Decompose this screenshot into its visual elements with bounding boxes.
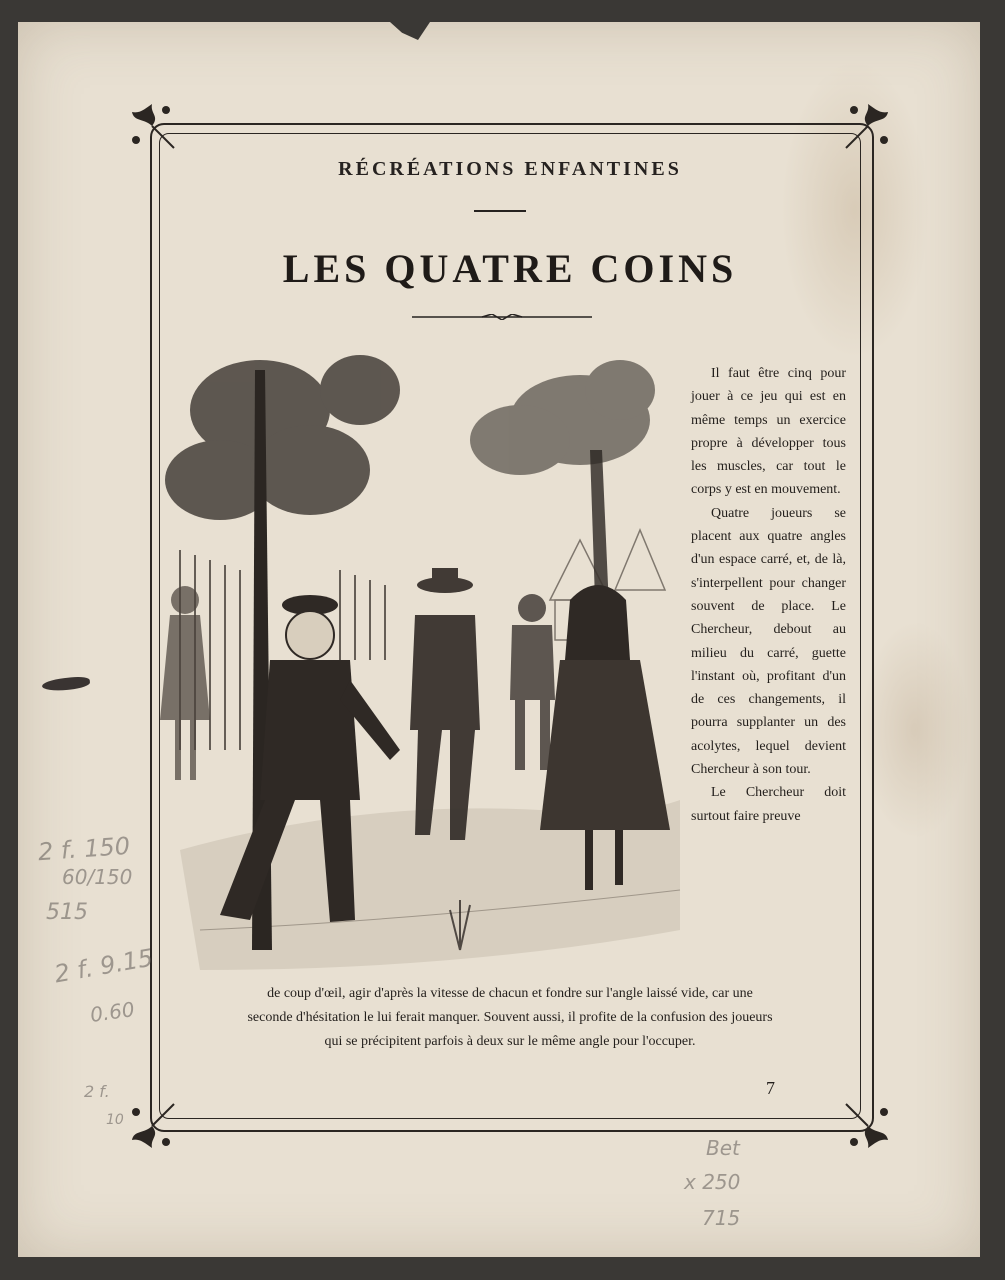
pencil-note: 0.60 xyxy=(88,997,136,1027)
pencil-note: 2 f. 9.15 xyxy=(52,943,156,989)
text-line: de coup d'œil, agir d'après la vitesse de chacun et fondre sur l'angle laissé vide, car une xyxy=(267,986,753,1001)
pencil-note: x 250 xyxy=(684,1170,741,1194)
pencil-note: 715 xyxy=(702,1206,741,1230)
paper-stain xyxy=(860,620,970,840)
corner-ornament-icon xyxy=(126,1100,178,1152)
paragraph-3-start: Le Chercheur doit surtout faire preuve xyxy=(691,785,846,824)
ornamental-rule-icon xyxy=(412,314,592,320)
pencil-note: Bet xyxy=(706,1136,740,1160)
pencil-note: 60/150 xyxy=(62,865,133,889)
paragraph-2: Quatre joueurs se placent aux quatre angles d'un espace carré, et, de là, s'interpellent pour changer souvent de place. Le Chercheur, debout au milieu du carré, guette l'instant où, profitant d'un de ces changements, il pourra supplanter un des acolytes, lequel devient Chercheur à son tour. xyxy=(691,505,846,778)
series-title: RÉCRÉATIONS ENFANTINES xyxy=(338,158,682,180)
corner-ornament-icon xyxy=(842,100,894,152)
page-number: 7 xyxy=(766,1078,775,1098)
corner-ornament-icon xyxy=(126,100,178,152)
paragraph-1: Il faut être cinq pour jouer à ce jeu qui est en même temps un exercice propre à développer tous les muscles, car tout le corps y est en mouvement. xyxy=(691,366,846,498)
article-column xyxy=(691,362,846,828)
text-line: qui se précipitent parfois à deux sur le même angle pour l'occuper. xyxy=(324,1034,696,1049)
pencil-note: 10 xyxy=(106,1112,124,1128)
pencil-note: 2 f. xyxy=(84,1082,110,1101)
text-line: seconde d'hésitation le lui ferait manquer. Souvent aussi, il profite de la confusion des joueurs xyxy=(247,1010,773,1025)
engraving-illustration xyxy=(160,330,690,990)
pencil-note: 2 f. 150 xyxy=(37,831,131,867)
corner-ornament-icon xyxy=(842,1100,894,1152)
page-title: LES QUATRE COINS xyxy=(282,246,738,291)
title-divider xyxy=(474,210,526,212)
pencil-note: 515 xyxy=(46,900,88,925)
article-continuation xyxy=(170,982,850,1054)
